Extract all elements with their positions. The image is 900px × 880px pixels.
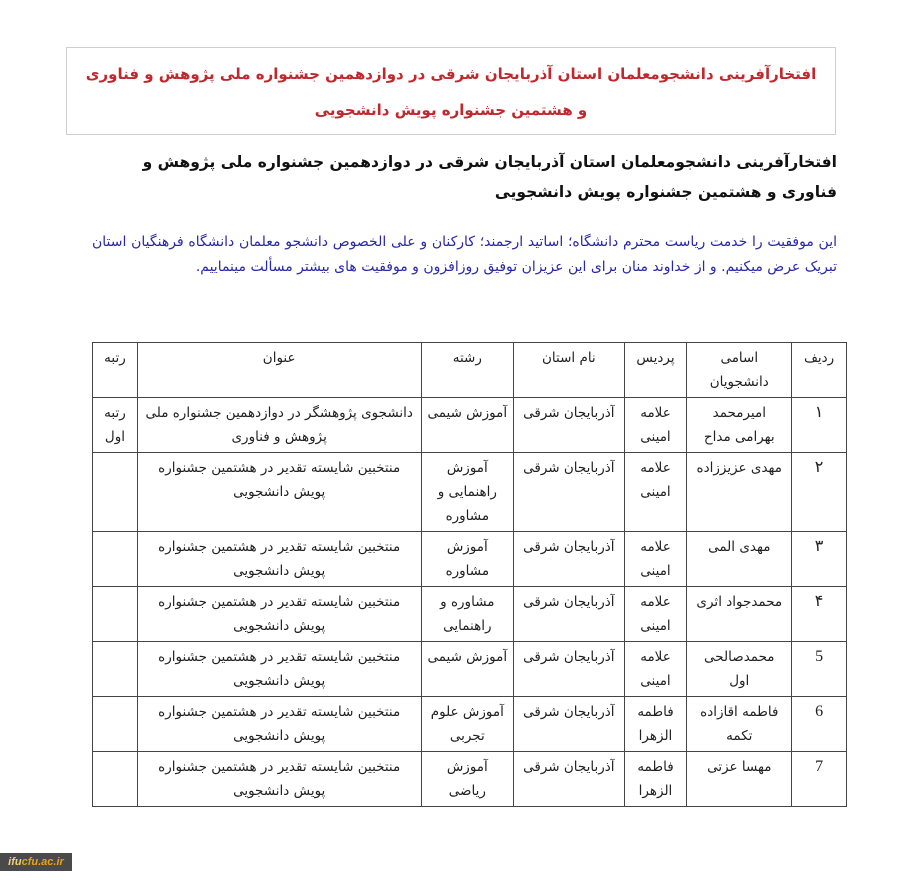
cell-award-title: منتخبین شایسته تقدیر در هشتمین جشنواره پویش دانشجویی [137,697,421,752]
headline-box [66,47,836,135]
cell-student-name: مهدی عزیززاده [687,453,792,532]
cell-field-of-study: آموزش ریاضی [421,752,514,807]
header-student-names: اسامی دانشجویان [687,343,792,398]
header-province: نام استان [514,343,624,398]
cell-rank [93,532,138,587]
cell-rank [93,453,138,532]
cell-award-title: منتخبین شایسته تقدیر در هشتمین جشنواره پویش دانشجویی [137,642,421,697]
cell-field-of-study: آموزش علوم تجربی [421,697,514,752]
cell-rank [93,587,138,642]
header-campus: پردیس [624,343,687,398]
cell-award-title: منتخبین شایسته تقدیر در هشتمین جشنواره پویش دانشجویی [137,752,421,807]
cell-award-title: منتخبین شایسته تقدیر در هشتمین جشنواره پویش دانشجویی [137,587,421,642]
header-radif: ردیف [792,343,847,398]
cell-campus: فاطمه الزهرا [624,752,687,807]
cell-award-title: منتخبین شایسته تقدیر در هشتمین جشنواره پویش دانشجویی [137,532,421,587]
congratulation-paragraph: این موفقیت را خدمت ریاست محترم دانشگاه؛ اساتید ارجمند؛ کارکنان و علی الخصوص دانشجو معلمان دانشگاه فرهنگیان استان تبریک عرض میکنیم. و از خداوند منان برای این عزیزان توفیق روزافزون و موفقیت های بیشتر مسألت مینماییم. [92,234,837,275]
cell-province: آذربایجان شرقی [514,587,624,642]
watermark-domain: cfu.ac.ir [21,856,64,868]
cell-province: آذربایجان شرقی [514,453,624,532]
cell-row-number: ۴ [792,587,847,642]
cell-student-name: امیرمحمد بهرامی مداح [687,398,792,453]
cell-campus: علامه امینی [624,587,687,642]
header-rank: رتبه [93,343,138,398]
cell-province: آذربایجان شرقی [514,697,624,752]
headline-line-2: و هشتمین جشنواره پویش دانشجویی [314,101,588,119]
table-row [93,398,847,453]
cell-row-number: ۱ [792,398,847,453]
cell-campus: علامه امینی [624,453,687,532]
cell-province: آذربایجان شرقی [514,532,624,587]
table-row [93,532,847,587]
watermark-prefix: ifu [8,856,22,868]
cell-province: آذربایجان شرقی [514,398,624,453]
cell-student-name: فاطمه اقازاده تکمه [687,697,792,752]
table-row [93,697,847,752]
cell-rank [93,752,138,807]
cell-row-number: 7 [792,752,847,807]
cell-field-of-study: آموزش مشاوره [421,532,514,587]
cell-field-of-study: آموزش شیمی [421,398,514,453]
site-watermark [0,853,72,871]
cell-campus: علامه امینی [624,398,687,453]
table-row [93,642,847,697]
cell-rank [93,642,138,697]
cell-field-of-study: آموزش راهنمایی و مشاوره [421,453,514,532]
cell-rank: رتبه اول [93,398,138,453]
cell-province: آذربایجان شرقی [514,642,624,697]
cell-field-of-study: مشاوره و راهنمایی [421,587,514,642]
cell-student-name: محمدجواد اثری [687,587,792,642]
header-title: عنوان [137,343,421,398]
cell-row-number: ۲ [792,453,847,532]
cell-row-number: 6 [792,697,847,752]
cell-campus: علامه امینی [624,532,687,587]
table-row [93,453,847,532]
table-header-row [93,343,847,398]
headline-line-1: افتخارآفرینی دانشجومعلمان استان آذربایجان شرقی در دوازدهمین جشنواره ملی پژوهش و فناوری [85,65,817,83]
cell-award-title: منتخبین شایسته تقدیر در هشتمین جشنواره پویش دانشجویی [137,453,421,532]
results-table [92,342,847,807]
article-title: افتخارآفرینی دانشجومعلمان استان آذربایجان شرقی در دوازدهمین جشنواره ملی پژوهش و فناوری و هشتمین جشنواره پویش دانشجویی [142,153,837,201]
cell-student-name: مهدی المی [687,532,792,587]
cell-student-name: مهسا عزتی [687,752,792,807]
cell-rank [93,697,138,752]
table-row [93,752,847,807]
cell-award-title: دانشجوی پژوهشگر در دوازدهمین جشنواره ملی پژوهش و فناوری [137,398,421,453]
cell-campus: علامه امینی [624,642,687,697]
cell-row-number: ۳ [792,532,847,587]
cell-province: آذربایجان شرقی [514,752,624,807]
table-row [93,587,847,642]
cell-row-number: 5 [792,642,847,697]
table-body [93,398,847,807]
header-field: رشته [421,343,514,398]
cell-campus: فاطمه الزهرا [624,697,687,752]
cell-field-of-study: آموزش شیمی [421,642,514,697]
cell-student-name: محمدصالحی اول [687,642,792,697]
